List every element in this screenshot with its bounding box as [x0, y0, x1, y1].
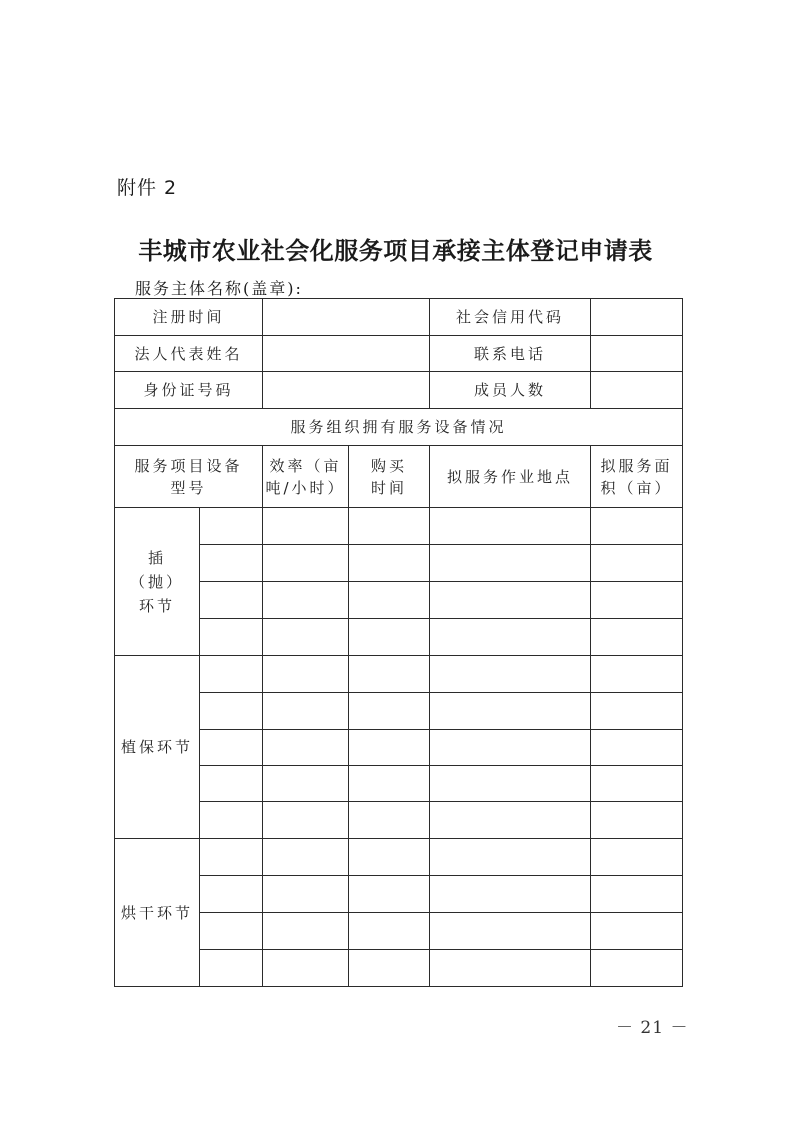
stage-protection-label: 植保环节: [115, 656, 200, 839]
table-row: [115, 950, 683, 987]
cell-model[interactable]: [200, 876, 263, 913]
cell-location[interactable]: [430, 656, 591, 693]
cell-purchase-time[interactable]: [349, 619, 430, 656]
table-row: [115, 545, 683, 582]
cell-model[interactable]: [200, 950, 263, 987]
table-row: [115, 802, 683, 839]
info-row: [115, 336, 683, 372]
cell-area[interactable]: [591, 950, 683, 987]
cell-efficiency[interactable]: [263, 730, 349, 766]
cell-efficiency[interactable]: [263, 693, 349, 730]
stage-transplant-label: 插（抛）环节: [115, 508, 200, 656]
cell-area[interactable]: [591, 656, 683, 693]
cell-efficiency[interactable]: [263, 545, 349, 582]
column-header-row: [115, 446, 683, 508]
cell-model[interactable]: [200, 656, 263, 693]
table-row: [115, 582, 683, 619]
cell-purchase-time[interactable]: [349, 839, 430, 876]
cell-efficiency[interactable]: [263, 766, 349, 802]
credit-code-field[interactable]: [591, 299, 683, 336]
cell-purchase-time[interactable]: [349, 950, 430, 987]
cell-purchase-time[interactable]: [349, 656, 430, 693]
cell-location[interactable]: [430, 730, 591, 766]
cell-purchase-time[interactable]: [349, 876, 430, 913]
cell-location[interactable]: [430, 545, 591, 582]
cell-model[interactable]: [200, 730, 263, 766]
info-row: [115, 372, 683, 409]
cell-efficiency[interactable]: [263, 582, 349, 619]
cell-efficiency[interactable]: [263, 802, 349, 839]
cell-efficiency[interactable]: [263, 656, 349, 693]
equipment-section-title: 服务组织拥有服务设备情况: [115, 409, 683, 446]
register-time-field[interactable]: [263, 299, 430, 336]
section-header-row: [115, 409, 683, 446]
table-row: [115, 693, 683, 730]
cell-location[interactable]: [430, 619, 591, 656]
cell-location[interactable]: [430, 766, 591, 802]
cell-model[interactable]: [200, 545, 263, 582]
cell-purchase-time[interactable]: [349, 545, 430, 582]
cell-location[interactable]: [430, 950, 591, 987]
cell-location[interactable]: [430, 913, 591, 950]
table-row: [115, 766, 683, 802]
cell-efficiency[interactable]: [263, 876, 349, 913]
cell-model[interactable]: [200, 619, 263, 656]
table-row: [115, 839, 683, 876]
col-efficiency-header: 效率（亩吨/小时）: [263, 446, 349, 508]
cell-efficiency[interactable]: [263, 839, 349, 876]
table-row: [115, 508, 683, 545]
cell-area[interactable]: [591, 913, 683, 950]
cell-efficiency[interactable]: [263, 913, 349, 950]
cell-location[interactable]: [430, 802, 591, 839]
cell-purchase-time[interactable]: [349, 802, 430, 839]
cell-area[interactable]: [591, 693, 683, 730]
col-model-header: 服务项目设备型号: [115, 446, 263, 508]
cell-area[interactable]: [591, 619, 683, 656]
cell-model[interactable]: [200, 582, 263, 619]
table-row: [115, 619, 683, 656]
page-number: － 21 －: [616, 1018, 689, 1038]
cell-efficiency[interactable]: [263, 619, 349, 656]
cell-model[interactable]: [200, 802, 263, 839]
cell-area[interactable]: [591, 876, 683, 913]
cell-area[interactable]: [591, 766, 683, 802]
cell-location[interactable]: [430, 839, 591, 876]
table-row: [115, 913, 683, 950]
cell-model[interactable]: [200, 766, 263, 802]
table-row: [115, 876, 683, 913]
cell-purchase-time[interactable]: [349, 582, 430, 619]
cell-area[interactable]: [591, 839, 683, 876]
cell-area[interactable]: [591, 545, 683, 582]
register-time-label: 注册时间: [115, 299, 263, 336]
col-location-header: 拟服务作业地点: [430, 446, 591, 508]
subject-name-label: 服务主体名称(盖章):: [135, 279, 303, 298]
cell-purchase-time[interactable]: [349, 693, 430, 730]
cell-location[interactable]: [430, 693, 591, 730]
cell-model[interactable]: [200, 693, 263, 730]
cell-model[interactable]: [200, 839, 263, 876]
table-row: [115, 656, 683, 693]
members-field[interactable]: [591, 372, 683, 409]
registration-table: [114, 298, 683, 987]
info-row: [115, 299, 683, 336]
cell-efficiency[interactable]: [263, 950, 349, 987]
cell-area[interactable]: [591, 582, 683, 619]
id-number-field[interactable]: [263, 372, 430, 409]
phone-label: 联系电话: [430, 336, 591, 372]
attachment-label: 附件 2: [117, 177, 178, 199]
members-label: 成员人数: [430, 372, 591, 409]
cell-purchase-time[interactable]: [349, 730, 430, 766]
cell-location[interactable]: [430, 582, 591, 619]
cell-purchase-time[interactable]: [349, 913, 430, 950]
phone-field[interactable]: [591, 336, 683, 372]
cell-purchase-time[interactable]: [349, 508, 430, 545]
cell-location[interactable]: [430, 876, 591, 913]
cell-model[interactable]: [200, 508, 263, 545]
cell-area[interactable]: [591, 508, 683, 545]
col-purchase-time-header: 购买时间: [349, 446, 430, 508]
cell-area[interactable]: [591, 802, 683, 839]
cell-area[interactable]: [591, 730, 683, 766]
legal-rep-label: 法人代表姓名: [115, 336, 263, 372]
id-number-label: 身份证号码: [115, 372, 263, 409]
col-area-header: 拟服务面积（亩）: [591, 446, 683, 508]
cell-purchase-time[interactable]: [349, 766, 430, 802]
cell-efficiency[interactable]: [263, 508, 349, 545]
page-title: 丰城市农业社会化服务项目承接主体登记申请表: [138, 236, 653, 265]
table-row: [115, 730, 683, 766]
cell-location[interactable]: [430, 508, 591, 545]
credit-code-label: 社会信用代码: [430, 299, 591, 336]
cell-model[interactable]: [200, 913, 263, 950]
stage-drying-label: 烘干环节: [115, 839, 200, 987]
legal-rep-field[interactable]: [263, 336, 430, 372]
